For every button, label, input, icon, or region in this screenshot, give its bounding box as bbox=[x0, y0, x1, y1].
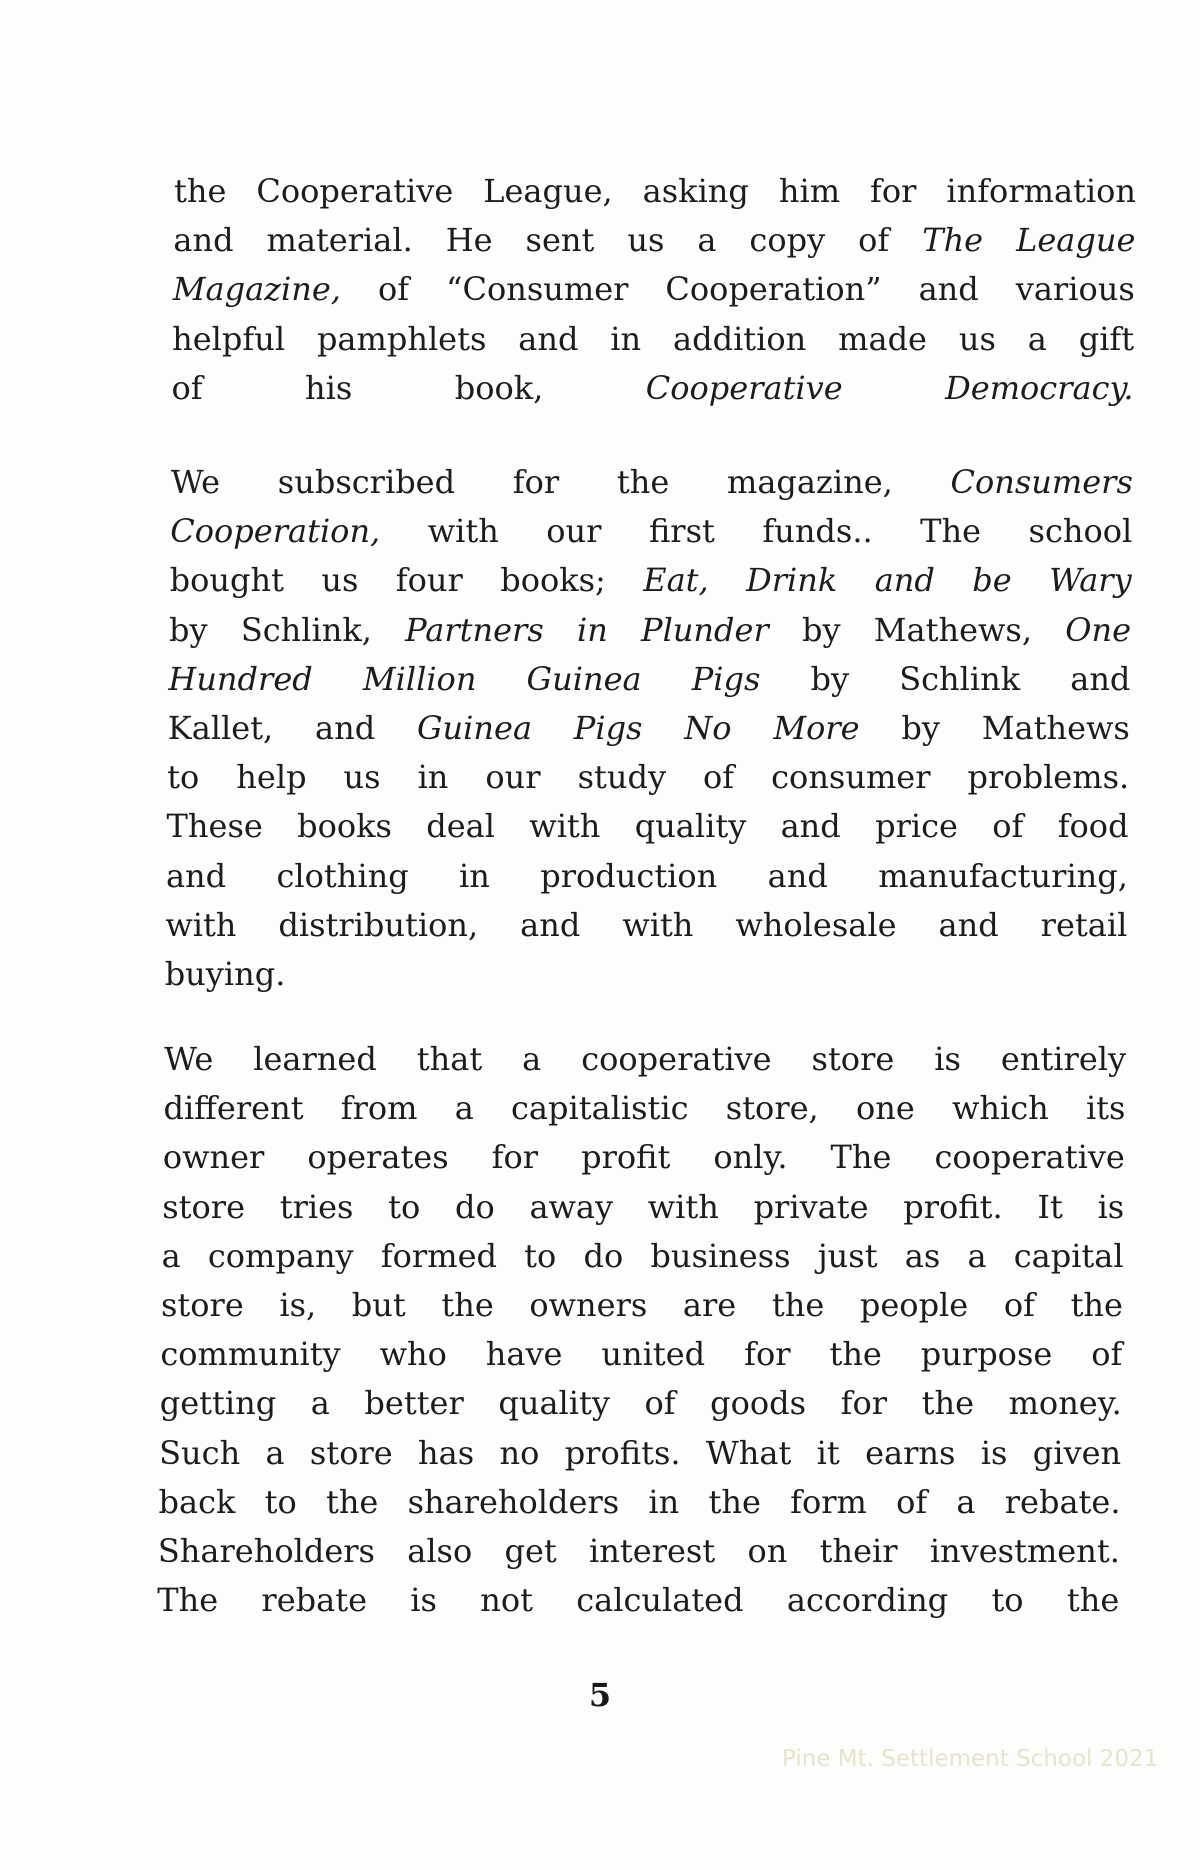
text-run: of his book, bbox=[171, 368, 646, 407]
text-run: We subscribed for the magazine, bbox=[170, 463, 951, 501]
text-run: with our first funds.. The school bbox=[380, 512, 1133, 551]
text-line bbox=[174, 171, 1136, 211]
text-line bbox=[170, 511, 1132, 551]
text-run: Shareholders also get interest on their investment. bbox=[157, 1532, 1120, 1570]
text-run: getting a better quality of goods for the money. bbox=[159, 1384, 1122, 1423]
text-run: by Schlink, bbox=[169, 610, 406, 649]
italic-title: Guinea Pigs No More bbox=[416, 709, 860, 747]
italic-title: Eat, Drink and be Wary bbox=[643, 561, 1132, 600]
text-line bbox=[162, 1187, 1124, 1227]
text-run: The rebate is not calculated according to the bbox=[157, 1581, 1120, 1620]
text-run: owner operates for profit only. The cooperative bbox=[162, 1138, 1125, 1177]
italic-title: Cooperation, bbox=[170, 512, 381, 551]
text-line bbox=[172, 319, 1134, 359]
text-line bbox=[172, 368, 1134, 408]
text-line bbox=[158, 1531, 1120, 1571]
text-run: Kallet, and bbox=[167, 709, 417, 747]
text-line bbox=[170, 560, 1132, 600]
italic-title: Consumers bbox=[950, 463, 1133, 501]
text-run: Such a store has no profits. What it earns is given bbox=[159, 1433, 1122, 1472]
text-run: bought us four books; bbox=[169, 561, 644, 600]
text-line bbox=[160, 1383, 1122, 1423]
text-line bbox=[159, 1433, 1121, 1473]
text-run: and material. He sent us a copy of bbox=[173, 221, 923, 260]
text-run: with distribution, and with wholesale and retail bbox=[165, 905, 1128, 944]
text-run: buying. bbox=[164, 955, 286, 993]
text-run: to help us in our study of consumer problems. bbox=[167, 758, 1130, 797]
text-line bbox=[159, 1482, 1121, 1522]
text-run: by Schlink and bbox=[760, 659, 1131, 698]
italic-title: The League bbox=[922, 221, 1136, 260]
text-line bbox=[166, 856, 1128, 896]
text-line bbox=[169, 610, 1131, 650]
text-line bbox=[165, 905, 1127, 945]
text-line bbox=[171, 462, 1133, 502]
text-line bbox=[173, 269, 1135, 309]
text-line bbox=[157, 1580, 1119, 1620]
text-line bbox=[164, 1039, 1126, 1079]
text-run: helpful pamphlets and in addition made us a gift bbox=[172, 319, 1135, 358]
page-number: 5 bbox=[588, 1676, 612, 1714]
text-run: of “Consumer Cooperation” and various bbox=[340, 270, 1135, 309]
italic-title: Hundred Million Guinea Pigs bbox=[168, 659, 761, 698]
text-line bbox=[167, 757, 1129, 797]
text-line bbox=[168, 659, 1130, 699]
text-line bbox=[162, 1236, 1124, 1276]
italic-title: Partners in Plunder bbox=[405, 610, 769, 649]
text-run: by Mathews bbox=[859, 709, 1130, 747]
text-run: store is, but the owners are the people of the bbox=[160, 1286, 1123, 1324]
text-run: the Cooperative League, asking him for information bbox=[174, 172, 1136, 210]
text-line bbox=[167, 806, 1129, 846]
italic-title: One bbox=[1065, 610, 1132, 649]
text-line bbox=[163, 1088, 1125, 1128]
text-line bbox=[173, 220, 1135, 260]
text-run: different from a capitalistic store, one which its bbox=[163, 1089, 1126, 1128]
watermark: Pine Mt. Settlement School 2021 bbox=[782, 1746, 1159, 1772]
text-line bbox=[168, 708, 1130, 748]
italic-title: Cooperative Democracy. bbox=[645, 368, 1134, 407]
text-run: by Mathews, bbox=[768, 610, 1066, 649]
text-run: We learned that a cooperative store is entirely bbox=[164, 1040, 1127, 1078]
text-line bbox=[161, 1285, 1123, 1325]
text-run: a company formed to do business just as a capital bbox=[161, 1236, 1124, 1275]
text-line bbox=[160, 1334, 1122, 1374]
italic-title: Magazine, bbox=[172, 270, 341, 309]
text-run: and clothing in production and manufacturing, bbox=[165, 856, 1128, 895]
text-run: These books deal with quality and price of food bbox=[166, 807, 1129, 846]
text-run: back to the shareholders in the form of a rebate. bbox=[158, 1482, 1121, 1521]
text-run: store tries to do away with private profit. It is bbox=[162, 1187, 1125, 1226]
text-line bbox=[165, 954, 1127, 994]
text-run: community who have united for the purpose of bbox=[160, 1335, 1123, 1374]
text-line bbox=[163, 1137, 1125, 1177]
